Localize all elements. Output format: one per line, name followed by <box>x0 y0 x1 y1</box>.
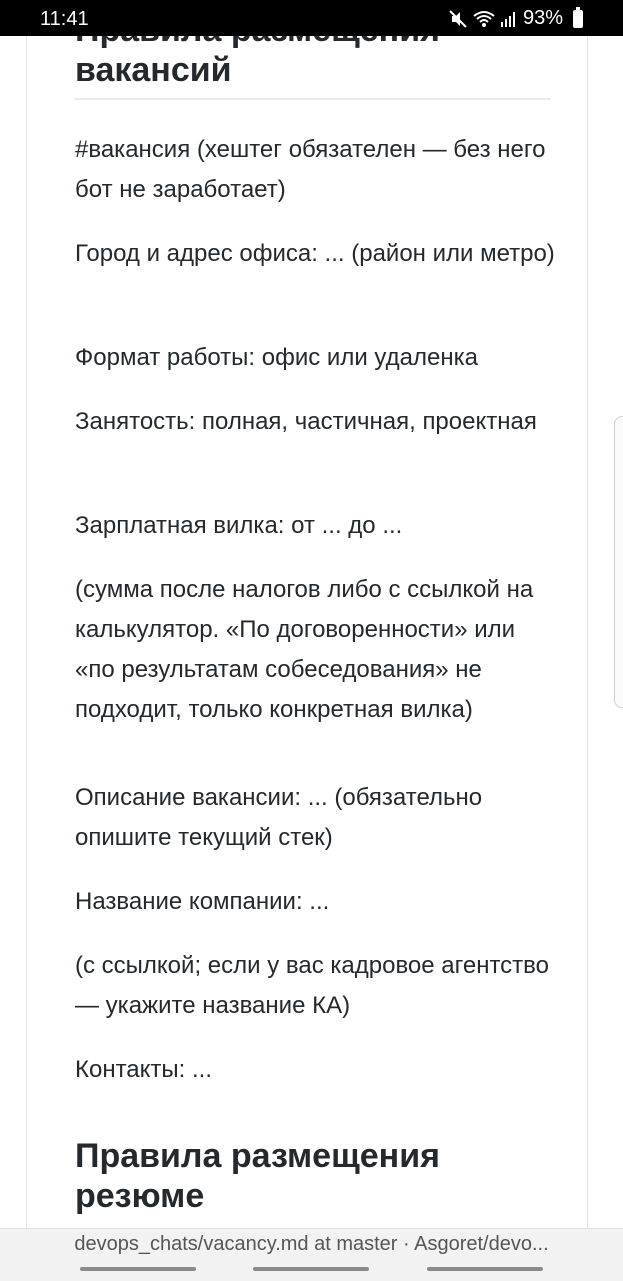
battery-icon <box>573 10 583 28</box>
heading-divider <box>75 98 551 100</box>
paragraph: Описание вакансии: ... (обязательно опишите текущий стек) <box>75 784 483 851</box>
paragraph: Контакты: ... <box>75 1056 213 1083</box>
paragraph: Формат работы: офис или удаленка <box>75 344 478 371</box>
paragraph: #вакансия (хештег обязателен — без него бот не заработает) <box>75 136 546 203</box>
paragraph: (сумма после налогов либо с ссылкой на калькулятор. «По договоренности» или «по результатам собеседования» не подходит, только конкретная вилка) <box>75 576 534 723</box>
nav-recents-indicator[interactable] <box>80 1267 196 1271</box>
section-heading-resumes: Правила размещения резюме <box>75 1137 440 1215</box>
wifi-icon <box>473 10 495 28</box>
markdown-content <box>26 26 588 1256</box>
paragraph: Название компании: ... <box>75 888 330 915</box>
page-viewport[interactable] <box>0 36 623 1228</box>
nav-back-indicator[interactable] <box>427 1267 543 1271</box>
battery-percent: 93% <box>522 7 563 29</box>
paragraph: Занятость: полная, частичная, проектная <box>75 408 537 435</box>
paragraph: Зарплатная вилка: от ... до ... <box>75 512 403 539</box>
status-bar <box>0 0 623 36</box>
signal-icon <box>501 10 517 28</box>
scroll-handle[interactable] <box>614 416 623 708</box>
browser-bottom-bar[interactable] <box>0 1228 623 1281</box>
section-heading-vacancies: вакансий <box>75 51 232 89</box>
status-icons <box>449 7 583 30</box>
mute-icon <box>449 10 467 28</box>
page-title-label[interactable]: devops_chats/vacancy.md at master · Asgoret/devo... <box>74 1233 549 1255</box>
paragraph: (с ссылкой; если у вас кадровое агентство — укажите название КА) <box>75 952 549 1019</box>
status-time: 11:41 <box>40 8 89 30</box>
paragraph: Город и адрес офиса: ... (район или метро) <box>75 240 555 267</box>
nav-home-indicator[interactable] <box>253 1267 369 1271</box>
